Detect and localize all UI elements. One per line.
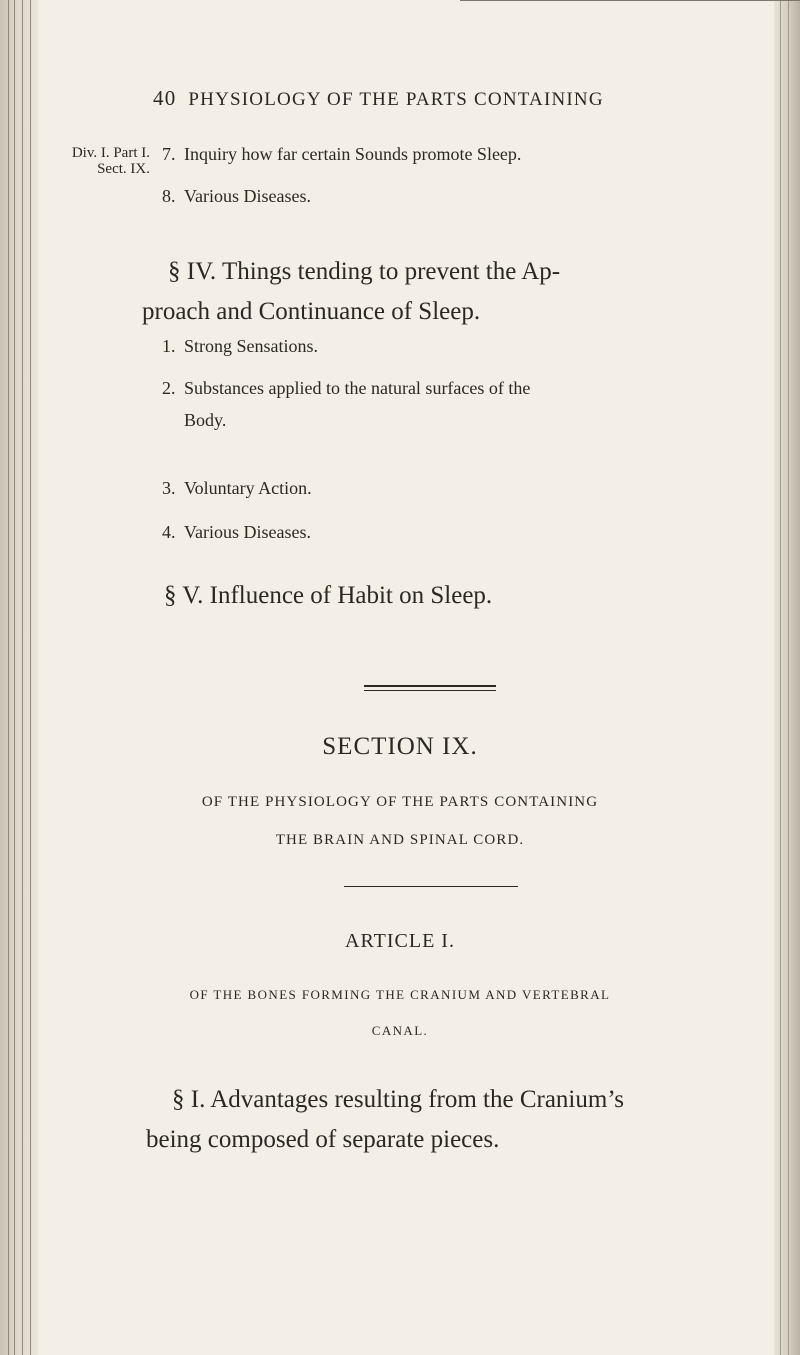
section-subtitle: OF THE PHYSIOLOGY OF THE PARTS CONTAINING <box>201 794 599 810</box>
list-item-number: 1. <box>162 336 176 356</box>
margin-note-line: Sect. IX. <box>97 161 150 177</box>
binding-line <box>8 0 9 1355</box>
heading-line: being composed of separate pieces. <box>146 1126 500 1153</box>
section-subtitle: THE BRAIN AND SPINAL CORD. <box>275 832 525 848</box>
divider-rule <box>364 685 496 687</box>
page-binding-shadow <box>0 0 38 1355</box>
margin-note-line: Div. I. Part I. <box>71 145 150 161</box>
edge-line <box>780 0 781 1355</box>
list-item-continuation: Body. <box>184 410 227 430</box>
divider-rule <box>344 886 518 887</box>
heading-line: proach and Continuance of Sleep. <box>142 298 481 325</box>
list-item <box>162 478 312 499</box>
list-item-text: Voluntary Action. <box>184 478 312 498</box>
subsection-heading-v: § V. Influence of Habit on Sleep. <box>164 582 493 609</box>
list-item-text: Various Diseases. <box>184 522 311 542</box>
list-item <box>162 186 311 207</box>
article-title: ARTICLE I. <box>345 930 455 952</box>
page-top-edge <box>460 0 800 7</box>
list-item-number: 2. <box>162 378 176 398</box>
list-item-text: Various Diseases. <box>184 186 311 206</box>
list-item-text: Strong Sensations. <box>184 336 319 356</box>
running-head <box>153 86 604 111</box>
list-item <box>162 336 318 357</box>
page-right-edge <box>774 0 800 1355</box>
binding-line <box>14 0 15 1355</box>
divider-rule <box>364 690 496 691</box>
list-item-number: 3. <box>162 478 176 498</box>
list-item <box>162 144 521 165</box>
list-item-number: 4. <box>162 522 176 542</box>
list-item-number: 8. <box>162 186 176 206</box>
binding-line <box>22 0 23 1355</box>
page-number: 40 <box>153 86 177 110</box>
edge-line <box>788 0 789 1355</box>
running-head-title: PHYSIOLOGY OF THE PARTS CONTAINING <box>188 89 604 110</box>
subsection-heading-i <box>146 1080 772 1160</box>
article-subtitle: CANAL. <box>371 1023 429 1038</box>
heading-line: § I. Advantages resulting from the Cranium’s <box>172 1086 625 1113</box>
binding-line <box>30 0 31 1355</box>
list-item-text: Substances applied to the natural surfaces of the <box>184 378 531 398</box>
heading-line: § IV. Things tending to prevent the Ap- <box>168 258 561 285</box>
list-item-number: 7. <box>162 144 176 164</box>
list-item <box>162 372 762 436</box>
list-item <box>162 522 311 543</box>
section-title: SECTION IX. <box>322 733 478 760</box>
margin-note <box>38 145 150 177</box>
list-item-text: Inquiry how far certain Sounds promote Sleep. <box>184 144 522 164</box>
subsection-heading-iv <box>142 252 768 332</box>
article-subtitle: OF THE BONES FORMING THE CRANIUM AND VERTEBRAL <box>189 987 611 1002</box>
